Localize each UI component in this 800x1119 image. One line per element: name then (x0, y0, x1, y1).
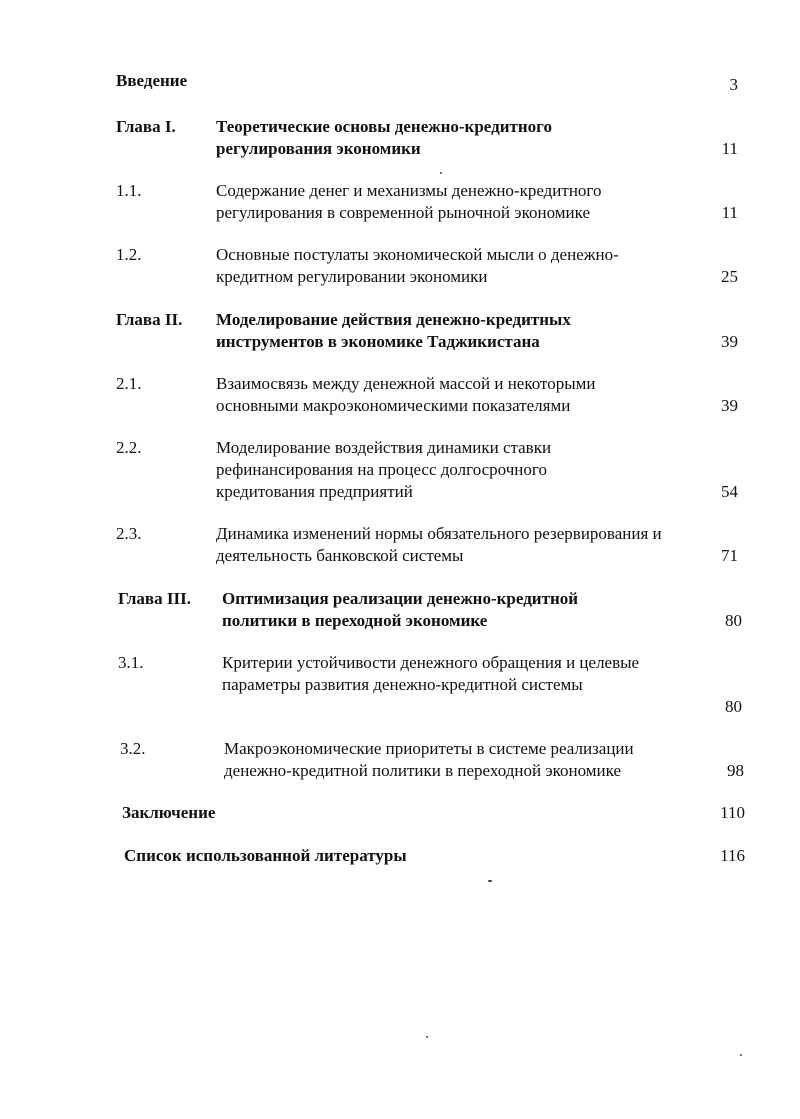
toc-page-number: 39 (721, 332, 738, 351)
toc-title: Теоретические основы денежно-кредитного регулирования экономики (216, 117, 552, 158)
toc-title: Моделирование действия денежно-кредитных инструментов в экономике Таджикистана (216, 310, 571, 351)
scan-speck (740, 1054, 742, 1056)
toc-page-number: 98 (727, 761, 744, 780)
toc-title: Критерии устойчивости денежного обращения и целевые параметры развития денежно-кредитной системы (222, 653, 640, 694)
toc-page-number: 80 (725, 697, 742, 716)
toc-number: Глава III. (118, 589, 191, 608)
toc-title: Заключение (122, 803, 216, 822)
toc-number: 3.1. (118, 653, 144, 672)
toc-page-number: 39 (721, 396, 738, 415)
toc-title: Содержание денег и механизмы денежно-кредитного регулирования в современной рыночной экономике (216, 181, 602, 222)
toc-page-number: 11 (721, 203, 738, 222)
scan-speck (440, 172, 442, 174)
scan-speck (488, 880, 492, 882)
toc-title: Взаимосвязь между денежной массой и некоторыми основными макроэкономическими показателями (216, 374, 596, 415)
toc-page-number: 54 (721, 482, 738, 501)
toc-page-number: 110 (720, 803, 745, 822)
toc-title: Оптимизация реализации денежно-кредитной политики в переходной экономике (222, 589, 579, 630)
toc-page-number: 25 (721, 267, 738, 286)
toc-page-number: 3 (729, 75, 738, 94)
toc-page-number: 71 (721, 546, 738, 565)
toc-number: 3.2. (120, 739, 146, 758)
toc-title: Введение (116, 71, 188, 90)
toc-page-number: 11 (721, 139, 738, 158)
toc-number: 1.1. (116, 181, 142, 200)
toc-number: 2.2. (116, 438, 142, 457)
toc-page-number: 80 (725, 611, 742, 630)
toc-number: Глава I. (116, 117, 176, 136)
toc-title: Макроэкономические приоритеты в системе реализации денежно-кредитной политики в переходной экономике (224, 739, 634, 780)
toc-title: Моделирование воздействия динамики ставки рефинансирования на процесс долгосрочного кредитования предприятий (216, 438, 552, 501)
toc-number: 1.2. (116, 245, 142, 264)
scan-speck (426, 1036, 428, 1038)
toc-number: 2.3. (116, 524, 142, 543)
toc-number: Глава II. (116, 310, 183, 329)
toc-number: 2.1. (116, 374, 142, 393)
toc-title: Список использованной литературы (124, 846, 407, 865)
toc-title: Основные постулаты экономической мысли о денежно-кредитном регулировании экономики (216, 245, 619, 286)
toc-title: Динамика изменений нормы обязательного резервирования и деятельность банковской системы (216, 524, 662, 565)
toc-page-number: 116 (720, 846, 745, 865)
